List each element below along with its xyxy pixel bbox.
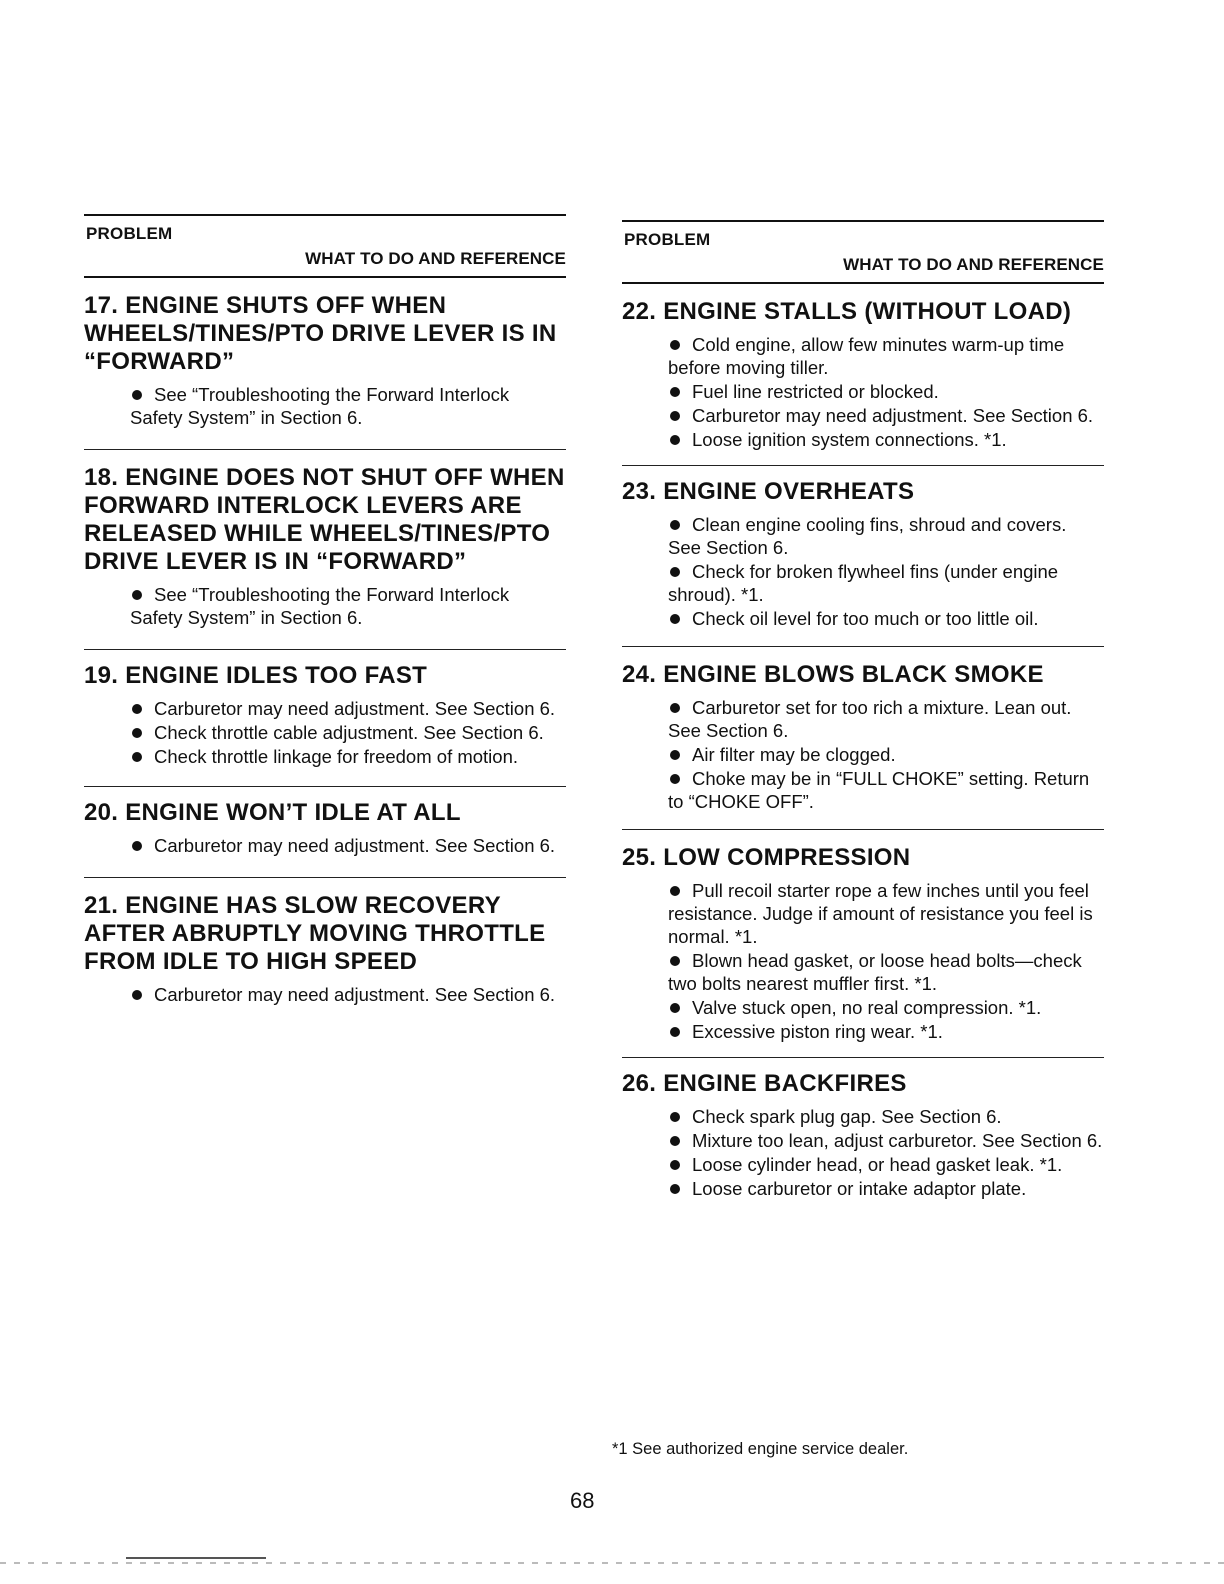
remedy-item: Loose cylinder head, or head gasket leak. *1.	[668, 1153, 1104, 1176]
footnote: *1 See authorized engine service dealer.	[612, 1440, 909, 1458]
bullet-icon	[670, 703, 680, 713]
page-number: 68	[570, 1488, 595, 1513]
remedy-item: Excessive piston ring wear. *1.	[668, 1020, 1104, 1043]
bullet-icon	[670, 520, 680, 530]
remedy-item: Choke may be in “FULL CHOKE” setting. Return to “CHOKE OFF”.	[668, 768, 1090, 812]
problem-title: 20. ENGINE WON’T IDLE AT ALL	[84, 799, 461, 826]
remedy-item: Clean engine cooling fins, shroud and covers. See Section 6.	[668, 514, 1067, 558]
remedy-item: Blown head gasket, or loose head bolts—check two bolts nearest muffler first. *1.	[668, 950, 1082, 994]
problem-section	[622, 298, 1104, 451]
remedy-item: Cold engine, allow few minutes warm-up time before moving tiller.	[668, 334, 1065, 378]
scan-artifact-divider	[126, 1557, 266, 1559]
problem-section	[84, 877, 566, 1006]
remedy-item: Carburetor set for too rich a mixture. Lean out. See Section 6.	[668, 697, 1072, 741]
problem-section	[84, 292, 566, 429]
bullet-icon	[132, 728, 142, 738]
problem-title: 19. ENGINE IDLES TOO FAST	[84, 662, 428, 689]
problem-title: 23. ENGINE OVERHEATS	[622, 478, 915, 505]
bullet-icon	[670, 956, 680, 966]
remedy-item: Air filter may be clogged.	[668, 743, 1104, 766]
problem-title: 17. ENGINE SHUTS OFF WHEN WHEELS/TINES/PTO DRIVE LEVER IS IN “FORWARD”	[84, 292, 557, 375]
bullet-icon	[670, 387, 680, 397]
bullet-icon	[670, 1027, 680, 1037]
bullet-icon	[670, 886, 680, 896]
bullet-icon	[670, 1003, 680, 1013]
bullet-icon	[132, 590, 142, 600]
remedy-item: Fuel line restricted or blocked.	[668, 380, 1104, 403]
problem-section	[622, 1057, 1104, 1200]
remedy-item: Carburetor may need adjustment. See Section 6.	[130, 983, 566, 1006]
bullet-icon	[670, 1112, 680, 1122]
problem-title: 26. ENGINE BACKFIRES	[622, 1070, 907, 1097]
remedy-item: Carburetor may need adjustment. See Section 6.	[130, 697, 566, 720]
remedy-item: See “Troubleshooting the Forward Interlock Safety System” in Section 6.	[130, 384, 510, 428]
remedy-list	[668, 513, 1104, 630]
remedy-item: Check for broken flywheel fins (under engine shroud). *1.	[668, 561, 1059, 605]
remedy-item: See “Troubleshooting the Forward Interlock Safety System” in Section 6.	[130, 584, 510, 628]
remedy-item: Loose carburetor or intake adaptor plate.	[668, 1177, 1104, 1200]
problem-label: PROBLEM	[624, 230, 711, 249]
problem-title: 22. ENGINE STALLS (WITHOUT LOAD)	[622, 298, 1072, 325]
problem-section	[622, 646, 1104, 813]
remedy-list	[130, 583, 566, 629]
remedy-list	[130, 983, 566, 1006]
bullet-icon	[670, 340, 680, 350]
problem-section	[622, 465, 1104, 630]
problem-section	[84, 449, 566, 629]
problem-label: PROBLEM	[86, 224, 173, 243]
remedy-list	[668, 333, 1104, 451]
remedy-item: Valve stuck open, no real compression. *1.	[668, 996, 1104, 1019]
remedy-item: Pull recoil starter rope a few inches until you feel resistance. Judge if amount of resistance you feel is normal. *1.	[668, 880, 1093, 947]
bullet-icon	[670, 614, 680, 624]
bullet-icon	[670, 435, 680, 445]
problem-section	[84, 786, 566, 857]
bullet-icon	[132, 752, 142, 762]
reference-label: WHAT TO DO AND REFERENCE	[305, 249, 566, 268]
problem-title: 24. ENGINE BLOWS BLACK SMOKE	[622, 661, 1044, 688]
right-column	[622, 220, 1104, 1201]
remedy-list	[668, 879, 1104, 1043]
bullet-icon	[670, 1184, 680, 1194]
scan-artifact-divider	[0, 1562, 1224, 1564]
problem-title: 18. ENGINE DOES NOT SHUT OFF WHEN FORWARD INTERLOCK LEVERS ARE RELEASED WHILE WHEELS/TINES/PTO DRIVE LEVER IS IN “FORWARD”	[84, 464, 565, 575]
bullet-icon	[670, 774, 680, 784]
bullet-icon	[670, 750, 680, 760]
bullet-icon	[132, 390, 142, 400]
bullet-icon	[670, 567, 680, 577]
remedy-item: Check throttle linkage for freedom of motion.	[130, 745, 566, 768]
remedy-list	[668, 1105, 1104, 1200]
bullet-icon	[132, 990, 142, 1000]
bullet-icon	[670, 411, 680, 421]
remedy-item: Carburetor may need adjustment. See Section 6.	[668, 404, 1104, 427]
remedy-item: Loose ignition system connections. *1.	[668, 428, 1104, 451]
remedy-item: Mixture too lean, adjust carburetor. See Section 6.	[668, 1129, 1104, 1152]
remedy-item: Carburetor may need adjustment. See Section 6.	[130, 834, 566, 857]
bullet-icon	[132, 841, 142, 851]
bullet-icon	[670, 1160, 680, 1170]
remedy-list	[130, 697, 566, 768]
remedy-item: Check oil level for too much or too little oil.	[668, 607, 1104, 630]
left-column	[84, 214, 566, 1007]
remedy-item: Check spark plug gap. See Section 6.	[668, 1105, 1104, 1128]
reference-label: WHAT TO DO AND REFERENCE	[843, 255, 1104, 274]
remedy-list	[130, 834, 566, 857]
table-header	[622, 220, 1104, 284]
remedy-list	[668, 696, 1104, 813]
problem-section	[84, 649, 566, 768]
remedy-item: Check throttle cable adjustment. See Section 6.	[130, 721, 566, 744]
table-header	[84, 214, 566, 278]
remedy-list	[130, 383, 566, 429]
problem-title: 25. LOW COMPRESSION	[622, 844, 911, 871]
problem-title: 21. ENGINE HAS SLOW RECOVERY AFTER ABRUPTLY MOVING THROTTLE FROM IDLE TO HIGH SPEED	[84, 892, 546, 975]
bullet-icon	[132, 704, 142, 714]
problem-section	[622, 829, 1104, 1043]
bullet-icon	[670, 1136, 680, 1146]
